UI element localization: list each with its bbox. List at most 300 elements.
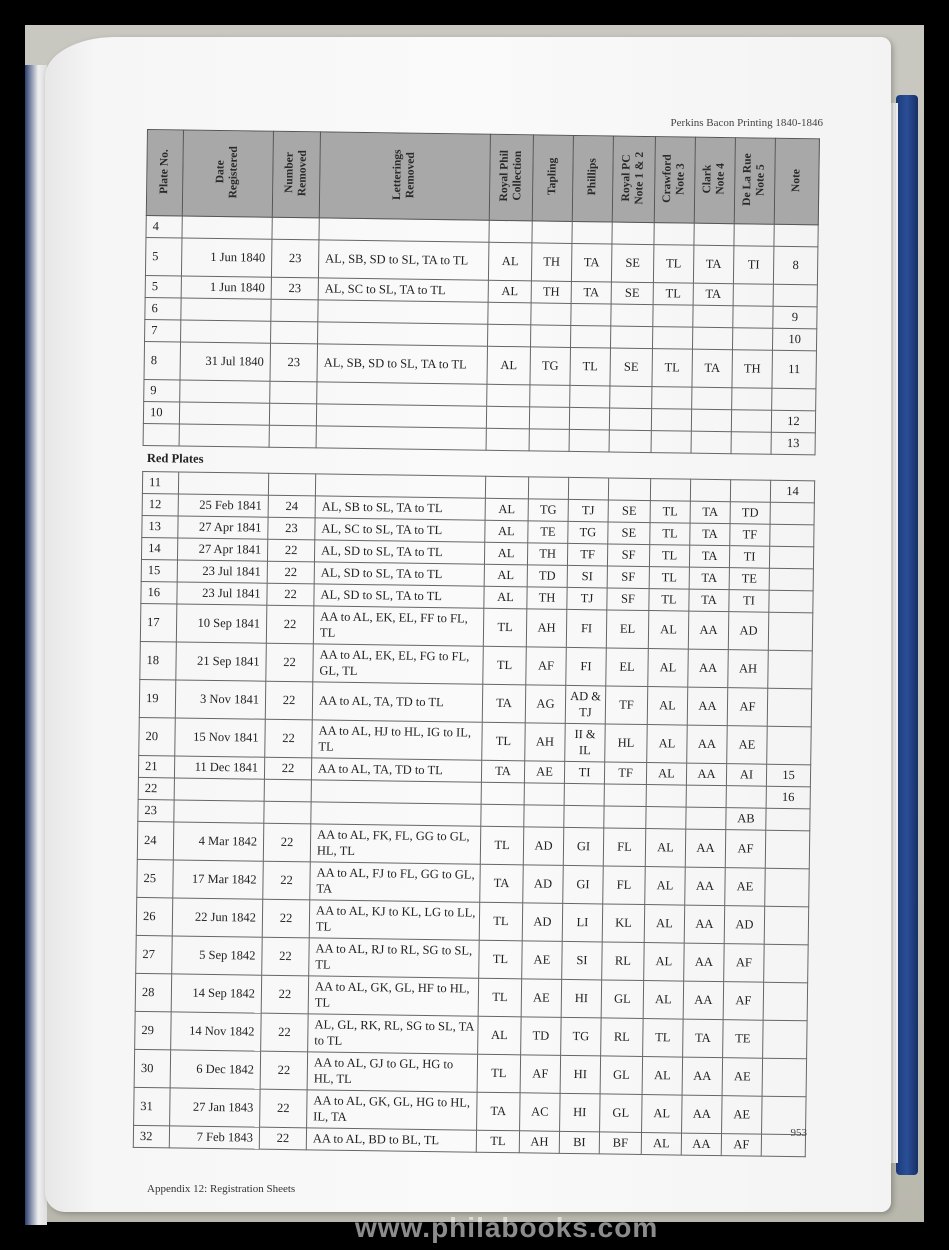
- table-cell: TA: [689, 545, 729, 568]
- table-cell: 14 Sep 1842: [171, 974, 262, 1013]
- table-cell: KL: [602, 904, 645, 943]
- left-page-edge: [25, 65, 47, 1225]
- table-cell: [774, 224, 818, 247]
- column-header: [182, 130, 273, 217]
- table-cell: AL: [485, 520, 528, 543]
- table-cell: [733, 284, 773, 307]
- table-cell: AA: [688, 649, 729, 688]
- table-cell: 25 Feb 1841: [178, 494, 268, 517]
- table-cell: [485, 476, 528, 499]
- table-cell: 22: [261, 1013, 309, 1052]
- table-cell: 4: [146, 215, 182, 238]
- table-cell: 22: [259, 1127, 306, 1150]
- table-cell: TL: [483, 646, 527, 685]
- table-cell: 22: [267, 583, 314, 606]
- table-cell: AL: [646, 763, 686, 786]
- table-cell: TG: [568, 521, 608, 544]
- table-cell: AF: [526, 647, 567, 686]
- table-cell: TL: [476, 1130, 519, 1153]
- table-cell: TH: [527, 543, 567, 566]
- table-cell: TL: [478, 978, 522, 1017]
- table-cell: [653, 305, 693, 328]
- table-cell: [532, 221, 572, 244]
- table-cell: AA to AL, KJ to KL, LG to LL, TL: [309, 900, 480, 940]
- table-cell: LI: [562, 903, 603, 942]
- table-cell: AG: [525, 685, 566, 724]
- table-cell: [268, 473, 315, 496]
- column-header-label: Royal PC Note 1 & 2: [620, 151, 647, 205]
- table-cell: TG: [528, 499, 568, 522]
- table-cell: AL, SB to SL, TA to TL: [315, 496, 485, 520]
- table-cell: [180, 380, 270, 403]
- table-cell: TA: [571, 243, 612, 282]
- table-cell: [731, 432, 771, 455]
- column-header-label: Number Removed: [282, 150, 309, 197]
- table-cell: 22: [267, 561, 314, 584]
- table-cell: [269, 403, 316, 426]
- table-cell: TA: [689, 567, 729, 590]
- table-cell: [572, 221, 612, 244]
- table-cell: [316, 426, 486, 450]
- table-cell: SE: [611, 282, 653, 305]
- table-cell: [769, 590, 813, 613]
- table-cell: 17 Mar 1842: [173, 860, 264, 899]
- column-header-label: Letterings Removed: [391, 149, 418, 200]
- table-cell: TA: [692, 349, 733, 388]
- table-cell: 13: [771, 432, 815, 455]
- table-cell: 8: [773, 246, 818, 285]
- table-cell: SF: [607, 588, 649, 611]
- table-cell: TL: [483, 608, 527, 647]
- table-cell: 12: [142, 493, 178, 516]
- table-cell: AL, SD to SL, TA to TL: [314, 562, 484, 586]
- book-page: [45, 37, 891, 1212]
- table-body: [133, 215, 818, 1156]
- table-cell: [611, 304, 653, 327]
- table-cell: [646, 785, 686, 808]
- table-cell: GL: [600, 1056, 643, 1095]
- table-cell: 27 Apr 1841: [177, 538, 267, 561]
- table-cell: AA: [683, 981, 724, 1020]
- table-cell: [768, 650, 813, 689]
- table-cell: AD: [523, 865, 564, 904]
- table-cell: TH: [531, 281, 571, 304]
- column-header-label: Royal Phil Collection: [497, 150, 524, 202]
- table-cell: AA to AL, FJ to FL, GG to GL, TA: [310, 862, 481, 902]
- column-header: [572, 135, 613, 222]
- table-cell: TI: [729, 590, 769, 613]
- table-cell: AE: [722, 1058, 763, 1097]
- table-cell: [269, 425, 316, 448]
- table-cell: [732, 328, 772, 351]
- table-cell: TA: [482, 684, 526, 723]
- column-header-label: Crawford Note 3: [661, 153, 688, 203]
- table-cell: [770, 502, 814, 525]
- table-cell: AF: [721, 1134, 761, 1157]
- table-cell: AA to AL, RJ to RL, SG to SL, TL: [309, 938, 480, 978]
- table-cell: AC: [520, 1093, 561, 1132]
- table-cell: AH: [526, 609, 567, 648]
- table-cell: [530, 325, 570, 348]
- table-cell: [318, 300, 488, 324]
- table-cell: AA to AL, EK, EL, FG to FL, GL, TL: [313, 644, 484, 684]
- table-cell: AF: [520, 1055, 561, 1094]
- table-cell: TI: [729, 546, 769, 569]
- table-cell: 26: [136, 897, 173, 935]
- table-cell: 24: [268, 495, 315, 518]
- table-cell: [488, 302, 531, 325]
- table-cell: [733, 306, 773, 329]
- table-cell: AH: [519, 1131, 559, 1154]
- table-cell: TE: [729, 568, 769, 591]
- table-cell: 7: [145, 319, 181, 342]
- table-cell: TL: [477, 1054, 521, 1093]
- table-cell: TE: [723, 1020, 764, 1059]
- column-header-label: Date Registered: [214, 146, 241, 199]
- table-cell: AL, SB, SD to SL, TA to TL: [318, 240, 489, 280]
- table-cell: [143, 423, 179, 446]
- table-cell: AA to AL, HJ to HL, IG to IL, TL: [312, 720, 483, 760]
- table-cell: [311, 802, 481, 826]
- table-cell: 27 Jan 1843: [170, 1088, 261, 1127]
- table-cell: AL: [488, 242, 532, 281]
- table-cell: 16: [141, 581, 177, 604]
- table-cell: 12: [771, 410, 815, 433]
- table-cell: AA to AL, GK, GL, HG to HL, IL, TA: [307, 1090, 478, 1130]
- table-cell: TL: [652, 349, 693, 388]
- table-cell: 17: [140, 603, 177, 641]
- table-cell: AL: [643, 981, 684, 1020]
- table-cell: 10 Sep 1841: [176, 604, 267, 643]
- table-cell: [271, 321, 318, 344]
- table-cell: AA: [687, 687, 728, 726]
- table-cell: [765, 830, 810, 869]
- table-cell: 22: [261, 975, 309, 1014]
- table-cell: 24: [137, 821, 174, 859]
- table-cell: [564, 805, 604, 828]
- table-cell: AA to AL, GJ to GL, HG to HL, TL: [307, 1052, 478, 1092]
- table-cell: TL: [479, 940, 523, 979]
- table-cell: 19: [139, 679, 176, 717]
- table-cell: [763, 1020, 808, 1059]
- table-cell: [264, 779, 311, 802]
- table-cell: AL: [487, 346, 531, 385]
- column-header: [272, 131, 320, 218]
- table-cell: SF: [607, 566, 649, 589]
- column-header: [146, 130, 183, 216]
- column-header: [489, 134, 533, 221]
- table-cell: [766, 808, 810, 831]
- table-cell: AF: [727, 688, 768, 727]
- table-cell: [769, 546, 813, 569]
- table-cell: AL: [644, 905, 685, 944]
- table-cell: 25: [137, 859, 174, 897]
- table-cell: [767, 726, 812, 765]
- table-cell: GI: [563, 827, 604, 866]
- table-cell: [651, 409, 691, 432]
- table-cell: TG: [561, 1017, 602, 1056]
- table-cell: AL: [647, 687, 688, 726]
- column-header-label: Plate No.: [157, 148, 171, 194]
- table-cell: AA to AL, BD to BL, TL: [306, 1128, 476, 1152]
- table-cell: AL, SD to SL, TA to TL: [314, 584, 484, 608]
- table-cell: AD: [523, 827, 564, 866]
- table-cell: TL: [482, 722, 526, 761]
- registration-table-wrap: [133, 129, 819, 1157]
- table-cell: FI: [566, 609, 607, 648]
- table-cell: [182, 216, 272, 239]
- table-cell: TL: [480, 826, 524, 865]
- table-cell: 9: [773, 306, 817, 329]
- table-cell: 14: [141, 537, 177, 560]
- table-cell: 32: [133, 1125, 169, 1148]
- table-cell: [610, 386, 652, 409]
- table-cell: 22: [265, 681, 313, 720]
- table-cell: AI: [726, 764, 766, 787]
- table-cell: [272, 217, 319, 240]
- table-cell: AL, GL, RK, RL, SG to SL, TA to TL: [308, 1014, 479, 1054]
- table-cell: 23: [268, 517, 315, 540]
- column-header: [319, 132, 490, 220]
- table-cell: [489, 220, 532, 243]
- table-cell: AL: [644, 943, 685, 982]
- table-cell: AL: [484, 542, 527, 565]
- table-cell: [528, 477, 568, 500]
- table-cell: TE: [528, 521, 568, 544]
- table-cell: 20: [139, 717, 176, 755]
- column-header: [654, 137, 695, 224]
- table-cell: [768, 612, 813, 651]
- table-cell: AA to AL, TA, TD to TL: [312, 682, 483, 722]
- table-cell: [316, 404, 486, 428]
- table-cell: [609, 430, 651, 453]
- table-cell: BF: [599, 1132, 641, 1155]
- table-cell: 27 Apr 1841: [178, 516, 268, 539]
- column-header: [694, 137, 735, 224]
- table-cell: TJ: [567, 587, 607, 610]
- table-cell: [270, 381, 317, 404]
- table-cell: 10: [143, 401, 179, 424]
- table-cell: [564, 783, 604, 806]
- table-cell: [691, 431, 731, 454]
- table-cell: TD: [521, 1017, 562, 1056]
- table-cell: AA: [685, 829, 726, 868]
- table-cell: AL: [488, 280, 531, 303]
- table-cell: 27: [136, 935, 173, 973]
- table-cell: HI: [560, 1093, 601, 1132]
- table-cell: AL: [484, 564, 527, 587]
- running-head: Perkins Bacon Printing 1840-1846: [670, 117, 823, 129]
- table-cell: 30: [134, 1049, 171, 1087]
- table-cell: TD: [527, 565, 567, 588]
- table-header-row: [146, 130, 819, 225]
- table-cell: AF: [723, 982, 764, 1021]
- table-cell: AE: [521, 979, 562, 1018]
- table-cell: 23 Jul 1841: [177, 560, 267, 583]
- table-cell: AL: [642, 1057, 683, 1096]
- table-cell: TA: [693, 245, 734, 284]
- table-cell: TA: [571, 281, 611, 304]
- table-cell: 15 Nov 1841: [175, 718, 266, 757]
- table-cell: [570, 325, 610, 348]
- table-cell: [652, 327, 692, 350]
- column-header: [532, 135, 573, 222]
- table-cell: [732, 388, 772, 411]
- table-cell: AD: [522, 903, 563, 942]
- table-cell: [486, 428, 529, 451]
- table-cell: 22: [264, 757, 311, 780]
- table-cell: 23 Jul 1841: [177, 582, 267, 605]
- table-cell: RL: [602, 942, 645, 981]
- table-cell: 5 Sep 1842: [172, 936, 263, 975]
- table-cell: FL: [603, 866, 646, 905]
- table-cell: 1 Jun 1840: [181, 238, 272, 277]
- table-cell: HI: [561, 979, 602, 1018]
- table-cell: [734, 224, 774, 247]
- table-cell: AE: [727, 726, 768, 765]
- table-cell: SE: [608, 522, 650, 545]
- table-cell: GL: [600, 1094, 643, 1133]
- table-cell: AL, SC to SL, TA to TL: [318, 278, 488, 302]
- table-cell: AA: [684, 943, 725, 982]
- table-cell: TL: [570, 347, 611, 386]
- table-cell: [763, 982, 808, 1021]
- table-cell: 23: [270, 343, 318, 382]
- table-cell: AF: [725, 830, 766, 869]
- table-cell: [764, 906, 809, 945]
- table-cell: AA: [682, 1095, 723, 1134]
- table-cell: 31 Jul 1840: [180, 342, 271, 381]
- table-cell: TL: [653, 245, 694, 284]
- table-cell: [179, 424, 269, 447]
- table-cell: AA to AL, TA, TD to TL: [311, 758, 481, 782]
- table-cell: [571, 303, 611, 326]
- table-cell: 22: [265, 719, 313, 758]
- table-cell: [315, 474, 485, 498]
- table-cell: 11: [772, 350, 817, 389]
- table-cell: 5: [145, 275, 181, 298]
- table-cell: AL: [648, 649, 689, 688]
- table-cell: AL: [648, 611, 689, 650]
- table-cell: [487, 324, 530, 347]
- table-cell: RL: [601, 1018, 644, 1057]
- registration-table: [133, 129, 820, 1157]
- table-cell: [264, 801, 311, 824]
- table-cell: 3 Nov 1841: [175, 680, 266, 719]
- table-cell: 23: [271, 277, 318, 300]
- table-cell: [769, 568, 813, 591]
- table-cell: AA: [681, 1133, 721, 1156]
- table-cell: AF: [724, 944, 765, 983]
- table-cell: [686, 807, 726, 830]
- table-cell: EL: [606, 648, 649, 687]
- table-cell: [762, 1058, 807, 1097]
- table-cell: TA: [481, 760, 524, 783]
- table-cell: AE: [725, 868, 766, 907]
- table-cell: [773, 284, 817, 307]
- table-cell: AA to AL, EK, EL, FF to FL, TL: [313, 606, 484, 646]
- table-cell: [767, 688, 812, 727]
- table-cell: [691, 409, 731, 432]
- table-cell: 23: [271, 239, 319, 278]
- table-cell: 18: [140, 641, 177, 679]
- table-cell: 22: [262, 937, 310, 976]
- table-cell: 15: [766, 764, 810, 787]
- table-cell: [317, 382, 487, 406]
- table-cell: 11: [142, 471, 178, 494]
- table-cell: [487, 384, 530, 407]
- table-cell: AB: [726, 808, 766, 831]
- table-cell: TH: [531, 243, 572, 282]
- table-cell: BI: [559, 1131, 599, 1154]
- table-cell: 5: [145, 237, 182, 275]
- page-footer: Appendix 12: Registration Sheets: [147, 1183, 296, 1195]
- table-cell: [610, 326, 652, 349]
- table-cell: AE: [722, 1096, 763, 1135]
- table-cell: [692, 327, 732, 350]
- table-cell: SF: [607, 544, 649, 567]
- table-cell: 9: [144, 379, 180, 402]
- table-cell: 22: [260, 1051, 308, 1090]
- column-header-label: Note: [790, 168, 803, 192]
- table-cell: 31: [134, 1087, 171, 1125]
- table-cell: TA: [693, 283, 733, 306]
- table-cell: [570, 385, 610, 408]
- table-cell: 22: [138, 777, 174, 800]
- table-cell: [530, 385, 570, 408]
- table-cell: TG: [530, 347, 571, 386]
- table-cell: HL: [605, 724, 648, 763]
- photo-area: [25, 25, 924, 1243]
- table-cell: [529, 407, 569, 430]
- table-cell: [174, 800, 264, 823]
- table-cell: AL: [484, 586, 527, 609]
- table-cell: AL: [647, 725, 688, 764]
- table-cell: 15: [141, 559, 177, 582]
- column-header: [612, 136, 655, 223]
- table-cell: AH: [525, 723, 566, 762]
- table-cell: TA: [477, 1092, 521, 1131]
- table-cell: AA: [685, 867, 726, 906]
- table-cell: [686, 785, 726, 808]
- table-cell: [569, 407, 609, 430]
- table-cell: 22: [266, 643, 314, 682]
- table-cell: TI: [733, 246, 774, 285]
- table-cell: AA to AL, FK, FL, GG to GL, HL, TL: [310, 824, 481, 864]
- table-cell: 16: [766, 786, 810, 809]
- table-cell: TA: [690, 501, 730, 524]
- table-cell: [178, 472, 268, 495]
- table-cell: 22: [262, 899, 310, 938]
- table-cell: [765, 868, 810, 907]
- table-cell: [319, 218, 489, 242]
- table-cell: FL: [603, 828, 646, 867]
- table-cell: AL: [485, 498, 528, 521]
- table-cell: [654, 223, 694, 246]
- column-header: [774, 138, 819, 225]
- table-cell: [652, 387, 692, 410]
- section-label: Red Plates: [146, 450, 204, 466]
- table-cell: 22: [263, 823, 311, 862]
- table-cell: TL: [649, 567, 689, 590]
- table-cell: 7 Feb 1843: [169, 1126, 259, 1149]
- table-cell: AA: [688, 611, 729, 650]
- table-cell: TF: [567, 543, 607, 566]
- table-cell: TF: [730, 524, 770, 547]
- table-cell: AD & TJ: [565, 685, 606, 724]
- page-number: 953: [790, 1127, 807, 1139]
- table-cell: AL: [642, 1095, 683, 1134]
